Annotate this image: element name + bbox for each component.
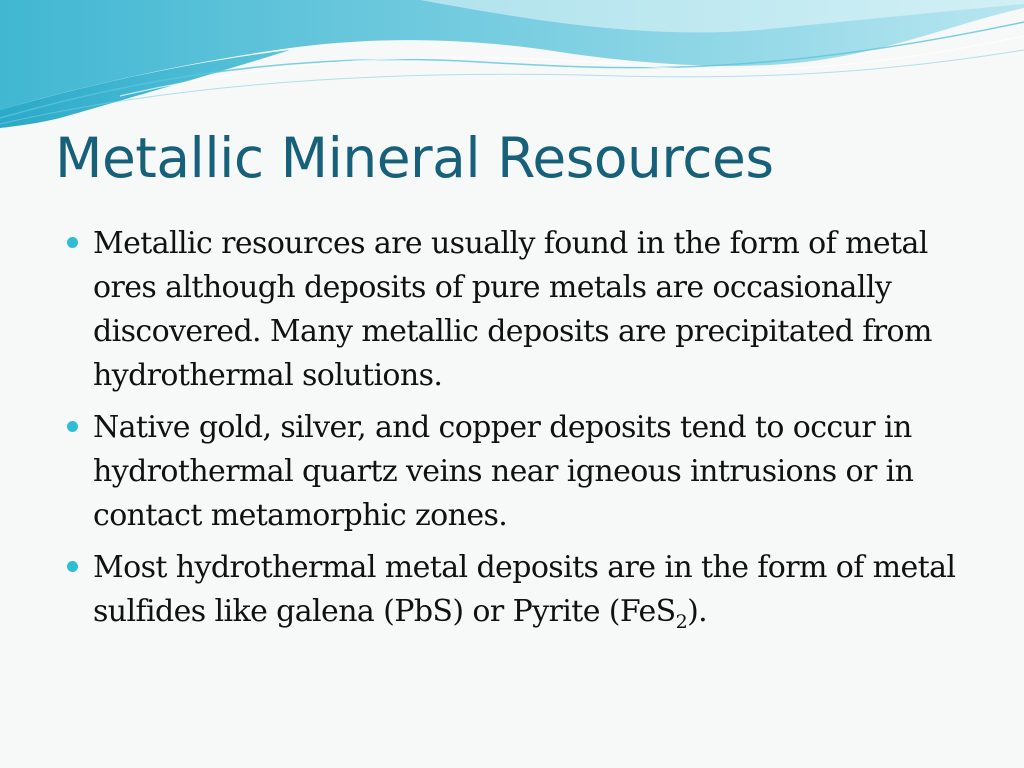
bullet-item <box>62 406 962 538</box>
slide-title: Metallic Mineral Resources <box>55 126 774 190</box>
bullet-text-part: ). <box>687 594 708 629</box>
bullet-dot-icon <box>67 561 78 572</box>
bullet-text <box>93 546 962 634</box>
bullet-item <box>62 546 962 634</box>
bullet-text: Native gold, silver, and copper deposits tend to occur in hydrothermal quartz veins near igneous intrusions or in contact metamorphic zones. <box>93 410 914 533</box>
header-wave-decoration <box>0 0 1024 130</box>
subscript: 2 <box>675 611 688 633</box>
bullet-dot-icon <box>67 421 78 432</box>
bullet-list <box>62 222 962 642</box>
bullet-text-part: Most hydrothermal metal deposits are in the form of metal sulfides like galena (PbS) or Pyrite (FeS <box>93 550 956 629</box>
bullet-item <box>62 222 962 398</box>
bullet-text: Metallic resources are usually found in the form of metal ores although deposits of pure metals are occasionally discovered. Many metallic deposits are precipitated from hydrothermal solutions. <box>93 226 932 393</box>
bullet-dot-icon <box>67 237 78 248</box>
